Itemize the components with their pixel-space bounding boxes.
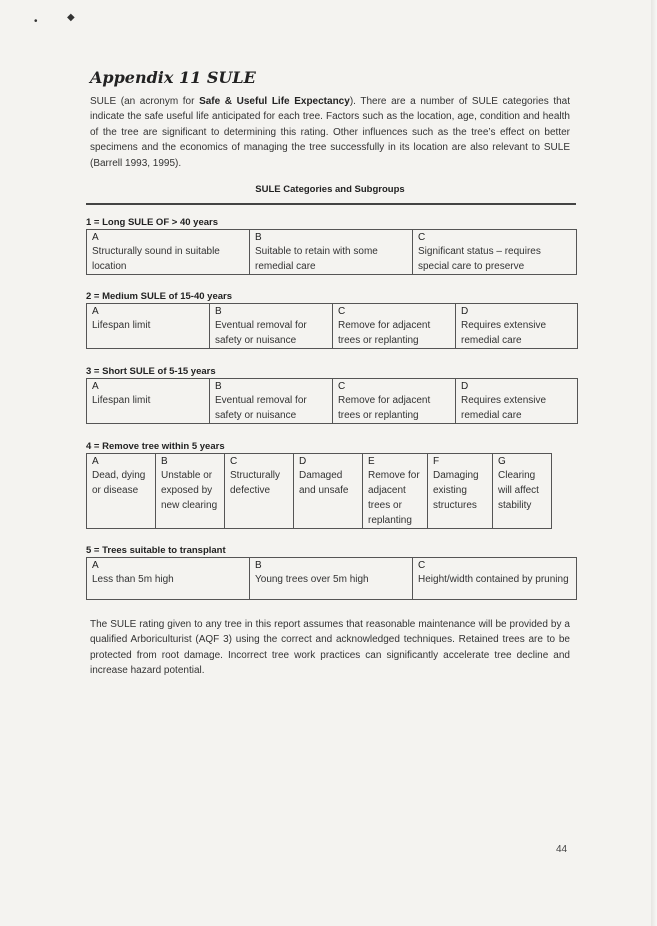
table-cell	[87, 230, 250, 275]
group-heading: 3 = Short SULE of 5-15 years	[86, 366, 216, 377]
intro-paragraph	[90, 94, 570, 171]
sule-table	[86, 557, 577, 600]
subgroup-letter: B	[215, 381, 222, 392]
subgroup-text: Clearing will affect stability	[498, 470, 539, 511]
subgroup-text: Structurally sound in suitable location	[92, 246, 220, 272]
subgroup-letter: C	[418, 560, 426, 571]
sule-group-5	[86, 544, 577, 600]
page-title: Appendix 11 SULE	[90, 68, 256, 87]
sule-table	[86, 229, 577, 275]
table-row	[87, 230, 577, 275]
page-number: 44	[556, 844, 568, 855]
subgroup-text: Damaging existing structures	[433, 470, 479, 511]
sule-group-3	[86, 365, 578, 424]
subgroup-text: Requires extensive remedial care	[461, 395, 547, 421]
table-cell	[333, 379, 456, 424]
subgroup-letter: B	[255, 560, 262, 571]
sule-group-4	[86, 440, 552, 529]
subgroup-text: Requires extensive remedial care	[461, 320, 547, 346]
table-row	[87, 304, 578, 349]
subgroup-letter: G	[498, 456, 506, 467]
subgroup-letter: D	[461, 381, 469, 392]
subgroup-text: Eventual removal for safety or nuisance	[215, 395, 307, 421]
table-cell	[250, 558, 413, 600]
table-cell	[456, 304, 578, 349]
subgroup-text: Remove for adjacent trees or replanting	[368, 470, 420, 526]
table-cell	[87, 304, 210, 349]
subgroup-letter: B	[215, 306, 222, 317]
section-rule	[86, 203, 576, 205]
subgroup-letter: D	[461, 306, 469, 317]
subgroup-text: Height/width contained by pruning	[418, 574, 569, 585]
subgroup-text: Lifespan limit	[92, 395, 151, 406]
subgroup-letter: E	[368, 456, 375, 467]
subgroup-letter: A	[92, 560, 99, 571]
subgroup-letter: A	[92, 381, 99, 392]
group-heading: 5 = Trees suitable to transplant	[86, 545, 226, 556]
table-cell	[87, 558, 250, 600]
table-row	[87, 454, 552, 529]
sule-table	[86, 303, 578, 349]
table-cell	[225, 454, 294, 529]
intro-prefix: SULE (an acronym for	[90, 96, 200, 107]
subgroup-text: Remove for adjacent trees or replanting	[338, 320, 431, 346]
sule-table	[86, 378, 578, 424]
section-subtitle: SULE Categories and Subgroups	[255, 184, 405, 195]
subgroup-letter: B	[255, 232, 262, 243]
table-cell	[250, 230, 413, 275]
subgroup-text: Structurally defective	[230, 470, 281, 496]
subgroup-text: Young trees over 5m high	[255, 574, 369, 585]
subgroup-letter: C	[338, 381, 346, 392]
table-cell	[210, 379, 333, 424]
table-cell	[333, 304, 456, 349]
group-heading: 4 = Remove tree within 5 years	[86, 441, 225, 452]
scan-speck: •	[34, 16, 38, 27]
subgroup-text: Unstable or exposed by new clearing	[161, 470, 218, 511]
subgroup-text: Eventual removal for safety or nuisance	[215, 320, 307, 346]
table-cell	[428, 454, 493, 529]
subgroup-text: Lifespan limit	[92, 320, 151, 331]
subgroup-text: Less than 5m high	[92, 574, 174, 585]
subgroup-letter: C	[230, 456, 238, 467]
subgroup-text: Remove for adjacent trees or replanting	[338, 395, 431, 421]
scan-speck: ◆	[67, 12, 75, 23]
subgroup-letter: B	[161, 456, 168, 467]
subgroup-letter: A	[92, 456, 99, 467]
table-cell	[413, 558, 577, 600]
subgroup-letter: F	[433, 456, 440, 467]
subgroup-text: Significant status – requires special care to preserve	[418, 246, 541, 272]
table-cell	[294, 454, 363, 529]
group-heading: 1 = Long SULE OF > 40 years	[86, 217, 218, 228]
subgroup-letter: A	[92, 306, 99, 317]
intro-suffix: ). There are a number of SULE categories that indicate the safe useful life anticipated for each tree. Factors such as the location, age, condition and health of the tree are significant to determining this rating. Other influences such as the tree’s effect on better specimens and the economics of managing the tree successfully in its location are also relevant to SULE (Barrell 1993, 1995).	[90, 96, 570, 169]
table-cell	[413, 230, 577, 275]
subgroup-letter: C	[418, 232, 426, 243]
subgroup-letter: D	[299, 456, 307, 467]
sule-group-2	[86, 290, 578, 349]
page-edge-shadow	[651, 0, 657, 926]
sule-table	[86, 453, 552, 529]
table-cell	[456, 379, 578, 424]
subgroup-text: Dead, dying or disease	[92, 470, 146, 496]
subgroup-text: Damaged and unsafe	[299, 470, 349, 496]
table-cell	[156, 454, 225, 529]
subgroup-text: Suitable to retain with some remedial care	[255, 246, 378, 272]
closing-paragraph: The SULE rating given to any tree in this report assumes that reasonable maintenance will be provided by a qualified Arboriculturist (AQF 3) using the correct and acknowledged techniques. Retained trees are to be protected from root damage. Incorrect tree work practices can significantly accelerate tree decline and increase hazard potential.	[90, 619, 570, 677]
table-cell	[87, 454, 156, 529]
sule-group-1	[86, 216, 577, 275]
table-row	[87, 558, 577, 600]
table-cell	[87, 379, 210, 424]
subgroup-letter: C	[338, 306, 346, 317]
table-cell	[493, 454, 552, 529]
table-cell	[210, 304, 333, 349]
table-cell	[363, 454, 428, 529]
group-heading: 2 = Medium SULE of 15-40 years	[86, 291, 232, 302]
table-row	[87, 379, 578, 424]
subgroup-letter: A	[92, 232, 99, 243]
intro-bold-term: Safe & Useful Life Expectancy	[199, 96, 350, 107]
